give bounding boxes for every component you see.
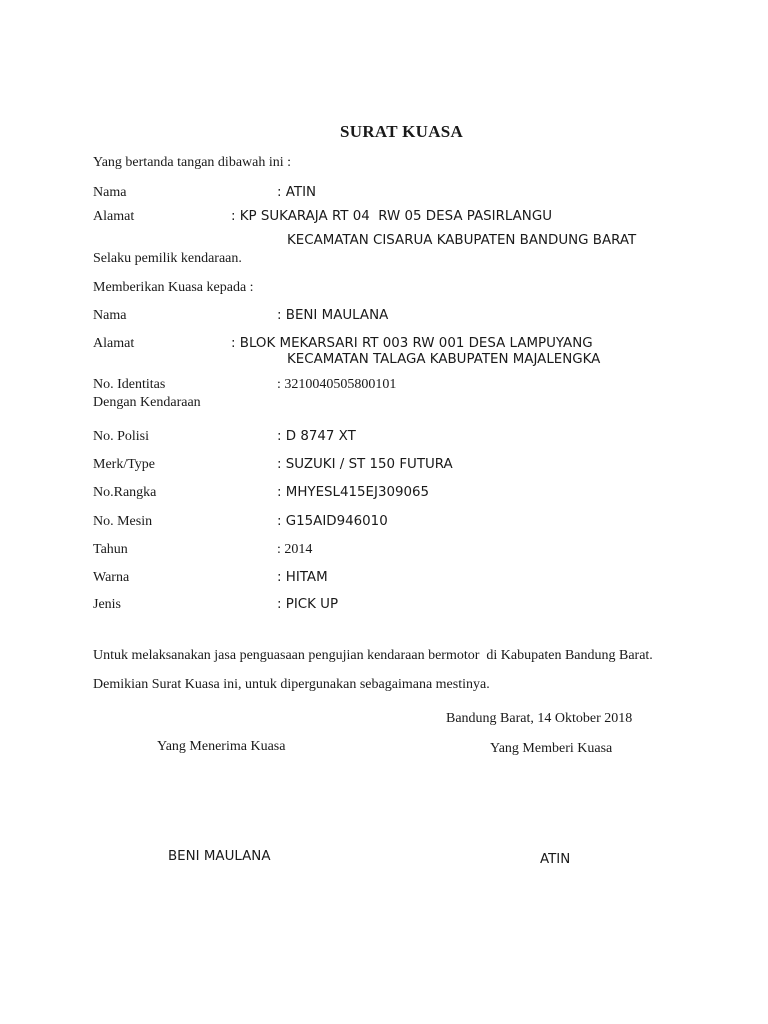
vehicle-brand-type-value: : SUZUKI / ST 150 FUTURA <box>277 457 453 472</box>
closing-text: Demikian Surat Kuasa ini, untuk dipergunakan sebagaimana mestinya. <box>93 677 490 692</box>
grantee-name-value: : BENI MAULANA <box>277 308 389 323</box>
vehicle-kind-value: : PICK UP <box>277 597 339 612</box>
vehicle-brand-type-label: Merk/Type <box>93 457 156 472</box>
grantor-address-line1: : KP SUKARAJA RT 04 RW 05 DESA PASIRLANGU <box>231 209 553 224</box>
receiver-signature-label: Yang Menerima Kuasa <box>157 739 286 754</box>
grantor-address-label: Alamat <box>93 209 135 224</box>
grantee-address-line2: KECAMATAN TALAGA KABUPATEN MAJALENGKA <box>287 352 601 367</box>
vehicle-police-number-label: No. Polisi <box>93 429 150 444</box>
grantee-address-line1: : BLOK MEKARSARI RT 003 RW 001 DESA LAMPUYANG <box>231 336 593 351</box>
grantor-name-value: : ATIN <box>277 185 317 200</box>
grantee-id-label: No. Identitas <box>93 377 166 392</box>
giver-signature-label: Yang Memberi Kuasa <box>490 741 613 756</box>
purpose-text: Untuk melaksanakan jasa penguasaan pengujian kendaraan bermotor di Kabupaten Bandung Barat. <box>93 648 653 663</box>
vehicle-police-number-value: : D 8747 XT <box>277 429 356 444</box>
vehicle-heading: Dengan Kendaraan <box>93 395 201 410</box>
vehicle-engine-label: No. Mesin <box>93 514 153 529</box>
vehicle-chassis-value: : MHYESL415EJ309065 <box>277 485 430 500</box>
place-date: Bandung Barat, 14 Oktober 2018 <box>446 711 633 726</box>
vehicle-kind-label: Jenis <box>93 597 121 612</box>
receiver-signature-name: BENI MAULANA <box>168 849 271 864</box>
grantor-role-text: Selaku pemilik kendaraan. <box>93 251 242 266</box>
grant-text: Memberikan Kuasa kepada : <box>93 280 254 295</box>
giver-signature-name: ATIN <box>540 852 571 867</box>
grantee-id-value: : 3210040505800101 <box>277 377 397 392</box>
grantor-name-label: Nama <box>93 185 127 200</box>
document-title: SURAT KUASA <box>340 122 464 141</box>
vehicle-color-value: : HITAM <box>277 570 328 585</box>
grantor-address-line2: KECAMATAN CISARUA KABUPATEN BANDUNG BARAT <box>287 233 637 248</box>
grantee-address-label: Alamat <box>93 336 135 351</box>
vehicle-color-label: Warna <box>93 570 130 585</box>
vehicle-year-value: : 2014 <box>277 542 313 557</box>
vehicle-chassis-label: No.Rangka <box>93 485 157 500</box>
vehicle-year-label: Tahun <box>93 542 128 557</box>
intro-text: Yang bertanda tangan dibawah ini : <box>93 155 292 170</box>
grantee-name-label: Nama <box>93 308 127 323</box>
vehicle-engine-value: : G15AID946010 <box>277 514 388 529</box>
